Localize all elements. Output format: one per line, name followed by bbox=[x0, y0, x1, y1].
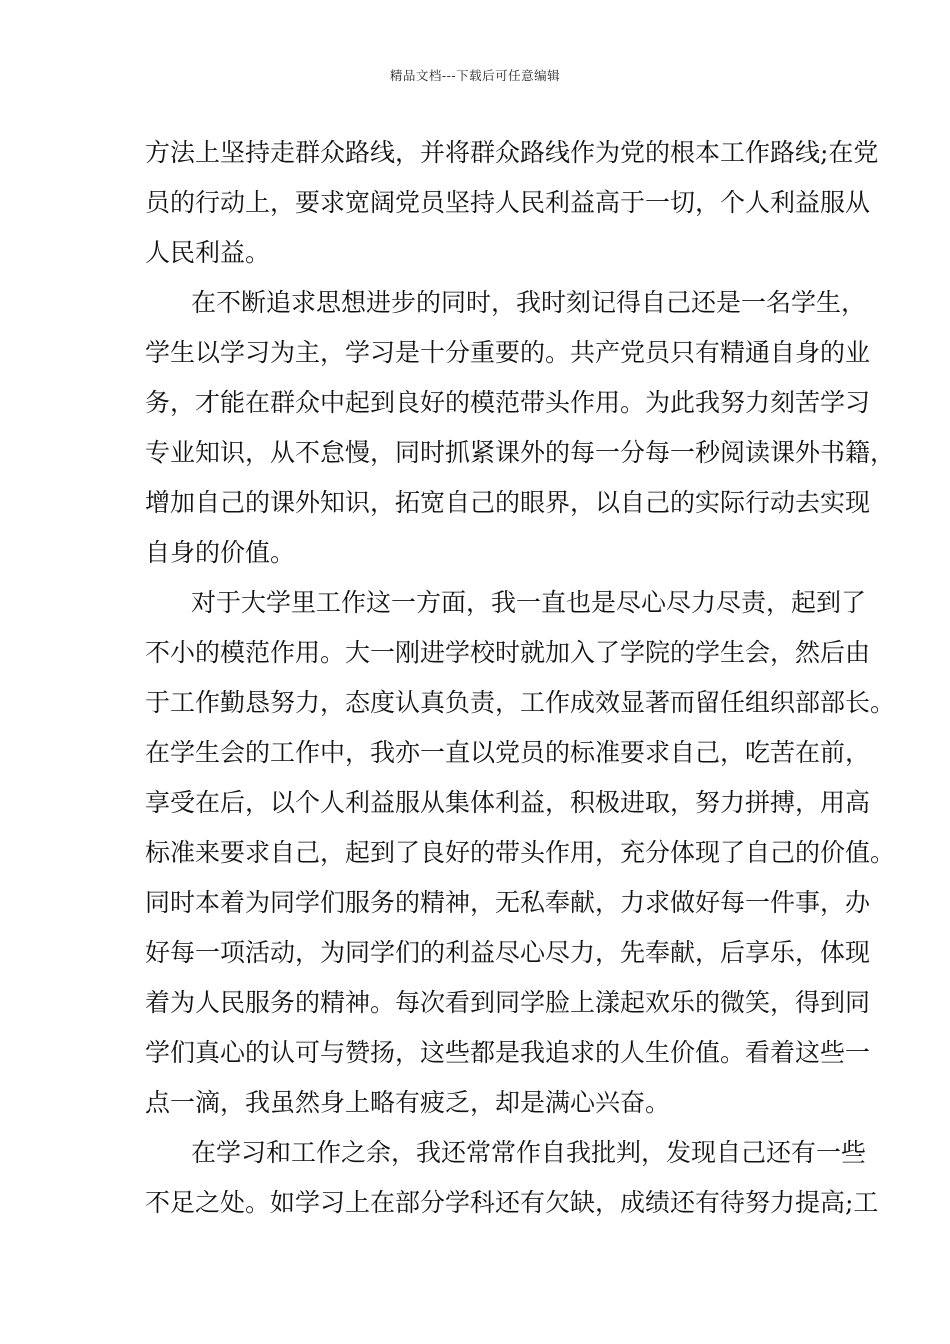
paragraph-first-line: 在学习和工作之余，我还常常作自我批判，发现自己还有一些 bbox=[191, 1138, 867, 1167]
text-line: 享受在后，以个人利益服从集体利益，积极进取，努力拼搏，用高 bbox=[145, 788, 871, 817]
text-line: 增加自己的课外知识，拓宽自己的眼界，以自己的实际行动去实现 bbox=[145, 488, 871, 517]
text-line: 不小的模范作用。大一刚进学校时就加入了学院的学生会，然后由 bbox=[145, 638, 871, 667]
text-line: 学们真心的认可与赞扬，这些都是我追求的人生价值。看着这些一 bbox=[145, 1038, 871, 1067]
text-line: 员的行动上，要求宽阔党员坚持人民利益高于一切，个人利益服从 bbox=[145, 188, 871, 217]
page-header: 精品文档---下载后可任意编辑 bbox=[389, 68, 561, 83]
text-line: 同时本着为同学们服务的精神，无私奉献，力求做好每一件事，办 bbox=[145, 888, 871, 917]
text-line: 务，才能在群众中起到良好的模范带头作用。为此我努力刻苦学习 bbox=[145, 388, 871, 417]
text-line: 于工作勤恳努力，态度认真负责，工作成效显著而留任组织部部长。 bbox=[145, 688, 896, 717]
text-line: 好每一项活动，为同学们的利益尽心尽力，先奉献，后享乐，体现 bbox=[145, 938, 871, 967]
text-line: 人民利益。 bbox=[145, 238, 271, 267]
text-line: 学生以学习为主，学习是十分重要的。共产党员只有精通自身的业 bbox=[145, 338, 871, 367]
text-line: 在学生会的工作中，我亦一直以党员的标准要求自己，吃苦在前， bbox=[145, 738, 871, 767]
text-line: 标准来要求自己，起到了良好的带头作用，充分体现了自己的价值。 bbox=[145, 838, 896, 867]
text-line: 不足之处。如学习上在部分学科还有欠缺，成绩还有待努力提高;工 bbox=[145, 1188, 879, 1217]
paragraph-first-line: 对于大学里工作这一方面，我一直也是尽心尽力尽责，起到了 bbox=[191, 588, 867, 617]
text-line: 自身的价值。 bbox=[145, 538, 296, 567]
document-body bbox=[145, 128, 896, 1228]
text-line: 专业知识，从不怠慢，同时抓紧课外的每一分每一秒阅读课外书籍， bbox=[145, 438, 896, 467]
paragraph-first-line: 在不断追求思想进步的同时，我时刻记得自己还是一名学生， bbox=[191, 288, 867, 317]
text-line: 方法上坚持走群众路线，并将群众路线作为党的根本工作路线;在党 bbox=[145, 138, 879, 167]
text-line: 着为人民服务的精神。每次看到同学脸上漾起欢乐的微笑，得到同 bbox=[145, 988, 871, 1017]
text-line: 点一滴，我虽然身上略有疲乏，却是满心兴奋。 bbox=[145, 1088, 671, 1117]
